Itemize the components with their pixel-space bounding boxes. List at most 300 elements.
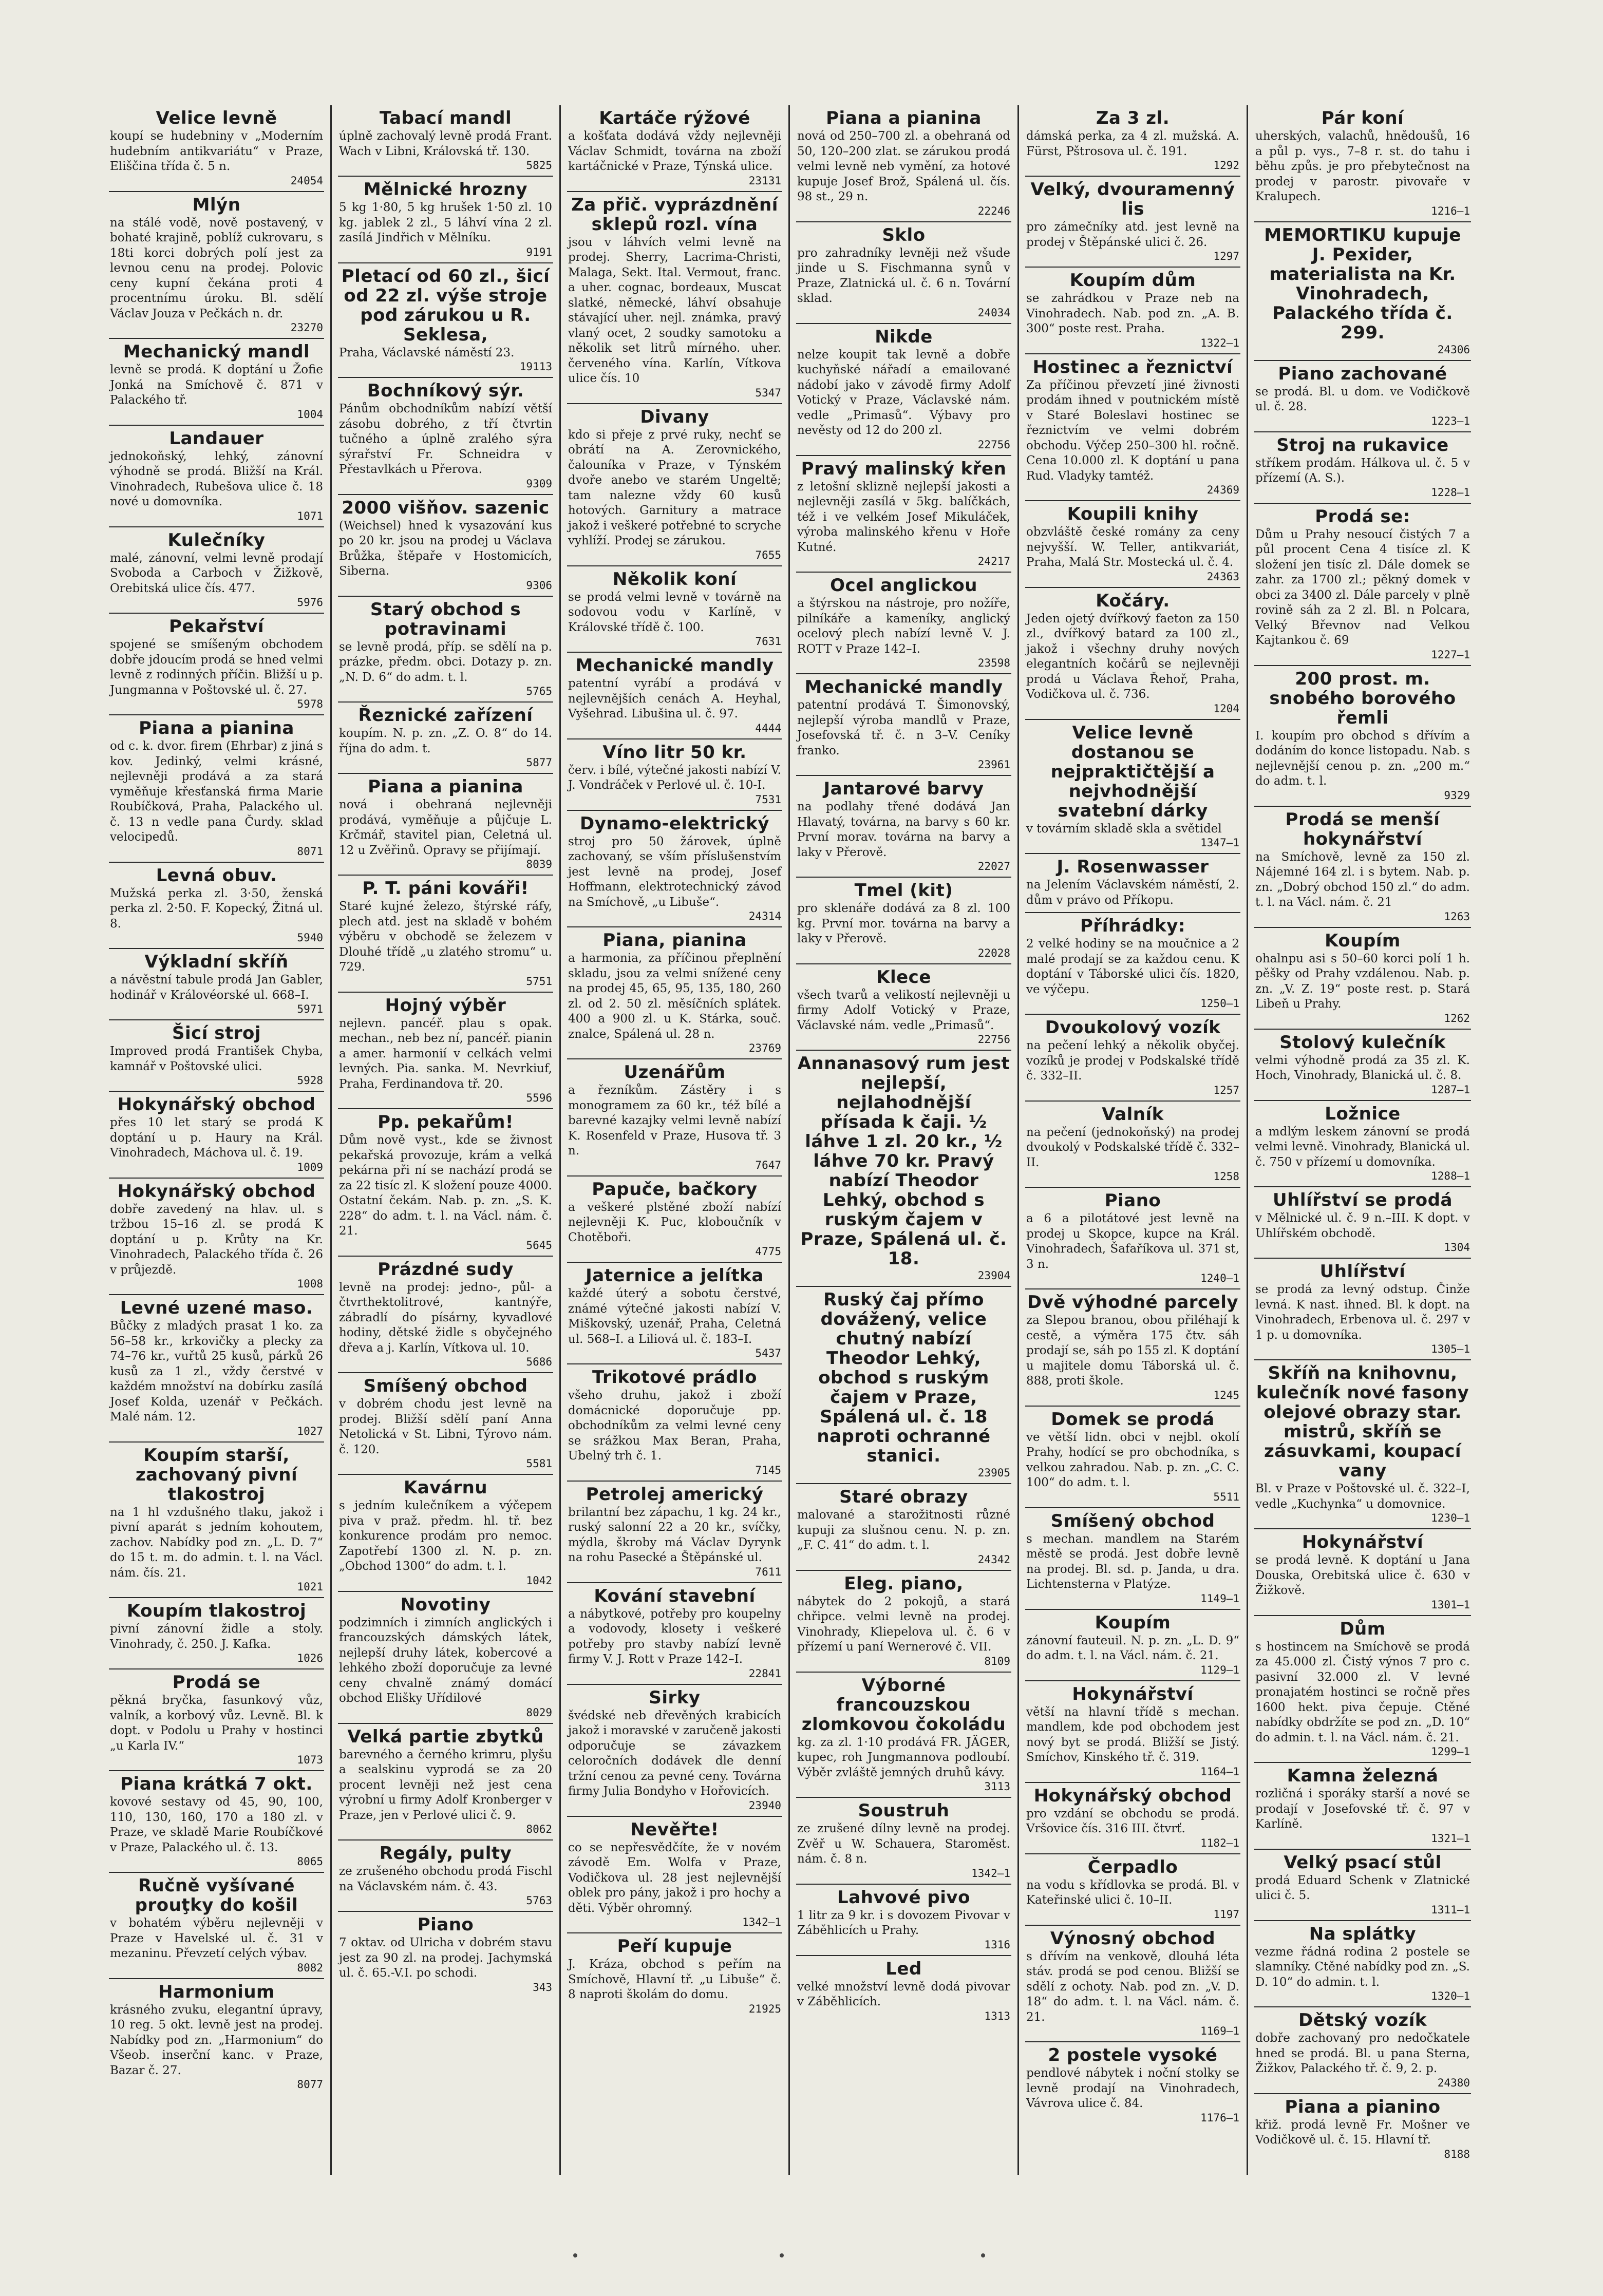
classified-ad (796, 674, 1011, 776)
classified-ad (109, 192, 324, 339)
classified-ad (796, 1885, 1011, 1956)
ad-body: patentní prodává T. Šimonovský, nejlepší výroba mandlů v Praze, Josefovská tř. č. n 3–V. Ceníky franko. (797, 698, 1010, 757)
classified-ad (109, 1598, 324, 1669)
ad-body: 2 velké hodiny se na moučnice a 2 malé prodají se za každou cenu. K doptání v Táborské ulici čís. 1820, ve výčepu. (1026, 937, 1239, 996)
ad-reference-number: 24369 (1206, 484, 1239, 496)
ad-title: Koupím tlakostroj (126, 1601, 307, 1621)
ad-reference-number: 5511 (1213, 1490, 1239, 1503)
classified-ad (109, 715, 324, 863)
page-dot (981, 2253, 985, 2257)
ad-title: Landauer (169, 428, 264, 449)
ad-reference-number: 24314 (748, 910, 781, 922)
ad-reference-number: 8077 (297, 2078, 323, 2091)
ad-body: se prodá. Bl. u dom. ve Vodičkově ul. č. 28. (1255, 385, 1470, 413)
ad-title: Kulečníky (167, 529, 266, 551)
ad-body: a štýrskou na nástroje, pro nožíře, pilníkáře a kameníky, anglický ocelový plech nabízí levně V. J. ROTT v Praze 142–I. (797, 597, 1010, 656)
classified-ad (1254, 1616, 1471, 1763)
ad-title: Sklo (882, 224, 926, 245)
ad-title: Pp. pekařům! (378, 1112, 514, 1132)
ad-title: Čerpadlo (1087, 1856, 1178, 1877)
ad-body: ze zrušené dílny levně na prodej. Zvěř u W. Schauera, Staroměst. nám. č. 8 n. (797, 1822, 1010, 1866)
classified-ad (567, 1685, 782, 1817)
classified-ad (338, 378, 553, 495)
ad-title: Piano (417, 1914, 474, 1935)
ad-reference-number: 9309 (526, 477, 552, 490)
ad-reference-number: 1071 (297, 509, 323, 522)
ad-title: Pár koní (1321, 108, 1404, 128)
ad-title: Dům (1340, 1618, 1386, 1639)
ad-reference-number: 9306 (526, 579, 552, 592)
ad-title: Kočáry. (1096, 590, 1170, 611)
ad-title: Kamna železná (1287, 1766, 1439, 1786)
ad-reference-number: 5877 (526, 756, 552, 769)
ad-reference-number: 1176–1 (1200, 2111, 1239, 2124)
classified-ad (1025, 1508, 1240, 1610)
ad-body: 1 litr za 9 kr. i s dovozem Pivovar v Záběhlicích u Prahy. (797, 1908, 1010, 1937)
classified-ad (338, 774, 553, 876)
ad-title: Uhlířství (1319, 1261, 1406, 1282)
ad-title: Hokynářský obchod (117, 1181, 316, 1202)
ad-title: Prodá se (172, 1672, 261, 1693)
ad-reference-number: 4775 (755, 1245, 781, 1258)
ad-title: Domek se prodá (1051, 1409, 1215, 1430)
ad-reference-number: 24034 (977, 306, 1010, 319)
classified-ad (109, 1179, 324, 1296)
ad-body: levně se prodá. K doptání u Žofie Jonká na Smíchově č. 871 v Palackého tř. (110, 363, 323, 407)
classified-ad (1254, 361, 1471, 432)
ad-title: Výnosný obchod (1050, 1928, 1216, 1949)
ad-body: pro zahradníky levněji než všude jinde u S. Fischmanna synů v Praze, Zlatnická ul. č. 6 n. Tovární sklad. (797, 246, 1010, 305)
ad-reference-number: 1169–1 (1200, 2025, 1239, 2037)
ad-reference-number: 1245 (1213, 1389, 1239, 1401)
ad-reference-number: 1262 (1444, 1012, 1470, 1024)
ad-title: Novotiny (400, 1594, 491, 1615)
ad-title: Peří kupuje (617, 1936, 732, 1957)
ad-body: kg. za zl. 1·10 prodává FR. JÄGER, kupec, roh Jungmannova podloubí. Výběr zvláště jemných druhů kávy. (797, 1735, 1010, 1779)
classified-ad (1025, 1610, 1240, 1681)
ad-body: od c. k. dvor. firem (Ehrbar) z jiná s kov. Jedinký, velmi krásné, nejlevněji prodává a za stará vyměňuje křesťanská firma Marie Roubíčková, Praha, Palackého ul. č. 13 n vedle pana Čurdy. sklad velocipedů. (110, 739, 323, 844)
classified-ad (338, 177, 553, 263)
classified-ad (338, 1109, 553, 1257)
classified-ad (338, 1912, 553, 1998)
ad-body: nejlevn. pancéř. plau s opak. mechan., neb bez ní, pancéř. pianin a amer. harmonií v celkách velmi levných. Pia. sanka. M. Nevrkiuf, Praha, Ferdinandova tř. 20. (339, 1016, 552, 1091)
ad-reference-number: 24217 (977, 555, 1010, 567)
ad-body: stroj pro 50 žárovek, úplně zachovaný, se vším příslušenstvím jest levně na prodej, Josef Hoffmann, elektrotechnický závod na Smíchově, „u Libuše“. (568, 834, 781, 909)
classified-ad (1254, 666, 1471, 807)
classified-ad (796, 1051, 1011, 1287)
ad-body: na Jelením Václavském náměstí, 2. dům v právo od Příkopu. (1026, 878, 1239, 907)
ad-reference-number: 1008 (297, 1278, 323, 1290)
ad-reference-number: 5686 (526, 1356, 552, 1368)
classified-ad (1254, 1921, 1471, 2008)
ad-reference-number: 5763 (526, 1894, 552, 1907)
classified-ad (567, 1482, 782, 1583)
ad-body: 7 oktav. od Ulricha v dobrém stavu jest za 90 zl. na prodej. Jachymská ul. č. 65.-V.I. po schodi. (339, 1936, 552, 1980)
ad-reference-number: 1164–1 (1200, 1765, 1239, 1778)
ad-reference-number: 7145 (755, 1464, 781, 1476)
classified-ad (1025, 1407, 1240, 1508)
classified-ad (796, 324, 1011, 456)
classified-columns (103, 105, 1520, 2175)
classified-ad (338, 1840, 553, 1912)
ad-body: kovové sestavy od 45, 90, 100, 110, 130, 160, 170 a 180 zl. v Praze, ve skladě Marie Roubíčkové v Praze, Palackého ul. č. 13. (110, 1795, 323, 1854)
classified-ad (109, 1771, 324, 1873)
column-2 (332, 105, 561, 2175)
ad-body: každé úterý a sobotu čerstvé, známé výtečné jakosti nabízí V. Miškovský, uzenář, Praha, Celetná ul. 568–I. a Liliová ul. č. 183–I. (568, 1287, 781, 1346)
ad-body: dobře zachovaný pro nedočkatele hned se prodá. Bl. u pana Sterna, Žižkov, Palackého tř. č. 9, 2. p. (1255, 2032, 1470, 2075)
ad-body: úplně zachovalý levně prodá Frant. Wach v Libni, Královská tř. 130. (339, 129, 552, 158)
classified-ad (1025, 105, 1240, 177)
ad-body: v dobrém chodu jest levně na prodej. Bližší sdělí paní Anna Netolická v St. Libni, Týrovo nám. č. 120. (339, 1397, 552, 1456)
ad-title: Mělnické hrozny (363, 179, 528, 200)
ad-body: ze zrušeného obchodu prodá Fischl na Václavském nám. č. 43. (339, 1865, 552, 1893)
ad-title: Na splátky (1309, 1923, 1417, 1944)
ad-reference-number: 24306 (1437, 343, 1470, 356)
classified-ad (1025, 588, 1240, 720)
ad-title: Lahvové pivo (837, 1887, 970, 1908)
ad-title: Několik koní (612, 568, 737, 590)
ad-title: Annanasový rum jest nejlepší, nejlahodnější přísada k čaji. ½ láhve 1 zl. 20 kr., ½ láhve 70 kr. Pravý nabízí Theodor Lehký, obchod s ruským čajem v Praze, Spálená ul. č. 18. (797, 1053, 1010, 1269)
ad-title: Eleg. piano, (844, 1573, 964, 1594)
ad-title: Piano zachované (1278, 363, 1447, 384)
classified-ad (1254, 2094, 1471, 2165)
ad-reference-number: 5978 (297, 698, 323, 710)
ad-title: Tmel (kit) (854, 880, 953, 901)
classified-ad (567, 566, 782, 653)
ad-reference-number: 5940 (297, 932, 323, 944)
ad-title: Led (885, 1958, 922, 1979)
ad-title: Divany (640, 406, 709, 427)
classified-ad (796, 222, 1011, 324)
ad-reference-number: 1230–1 (1431, 1512, 1470, 1524)
ad-title: Soustruh (858, 1800, 950, 1821)
ad-reference-number: 22756 (977, 438, 1010, 451)
classified-ad (1025, 268, 1240, 354)
ad-reference-number: 1292 (1213, 159, 1239, 172)
classified-ad (567, 739, 782, 811)
classified-ad (1025, 1783, 1240, 1854)
ad-reference-number: 23904 (977, 1269, 1010, 1282)
classified-ad (1025, 501, 1240, 588)
classified-ad (1254, 1187, 1471, 1259)
ad-body: velké množství levně dodá pivovar v Záběhlicích. (797, 1980, 1010, 2008)
classified-ad (567, 1364, 782, 1482)
classified-ad (338, 105, 553, 177)
ad-title: Velký, dvouramenný lis (1030, 179, 1235, 219)
classified-ad (109, 1092, 324, 1179)
classified-ad (1025, 1102, 1240, 1188)
ad-reference-number: 23769 (748, 1042, 781, 1054)
classified-ad (1254, 928, 1471, 1030)
ad-title: Hojný výběr (385, 995, 506, 1016)
ad-title: Šicí stroj (172, 1023, 261, 1043)
classified-ad (1254, 432, 1471, 504)
ad-title: Velice levně dostanou se nejpraktičtější a nejvhodnější svatební dárky (1050, 722, 1215, 821)
ad-reference-number: 1288–1 (1431, 1170, 1470, 1182)
classified-ad (338, 1724, 553, 1841)
ad-body: na 1 hl vzdušného tlaku, jakož i pivní aparát s jedním kohoutem, zachov. Nabídky pod zn. „L. D. 7“ do 15 t. m. do admin. t. l. na Václ. nám. čís. 21. (110, 1505, 323, 1580)
ad-reference-number: 5437 (755, 1347, 781, 1359)
ad-body: Za příčinou převzetí jiné živnosti prodám ihned v poutnickém místě v Staré Boleslavi hostinec se řeznictvím ve velmi dobrém obchodu. Výčep 250–300 hl. ročně. Cena 10.000 zl. K doptání u pana Rud. Vladyky tamtéž. (1026, 378, 1239, 483)
ad-reference-number: 23598 (977, 657, 1010, 669)
ad-title: Nikde (875, 326, 933, 347)
column-4 (790, 105, 1019, 2175)
ad-body: nelze koupit tak levně a dobře kuchyňské nářadí a emailované nádobí jako v závodě firmy Adolf Votický v Praze, Václavské nám. vedle „Primasů“. Výbavy pro nevěsty od 12 do 200 zl. (797, 348, 1010, 437)
ad-body: jednokoňský, lehký, zánovní výhodně se prodá. Bližší na Král. Vinohradech, Rubešova ulice č. 18 nové u domovníka. (110, 449, 323, 508)
ad-reference-number: 8188 (1444, 2148, 1470, 2160)
ad-body: pro vzdání se obchodu se prodá. Vršovice čís. 316 III. čtvrť. (1026, 1807, 1239, 1835)
ad-title: Řeznické zařízení (358, 705, 533, 726)
ad-body: barevného a černého krimru, plyšu a sealskinu vyprodá se za 20 procent levněji než jest cena výrobní u firmy Adolf Kronberger v Praze, jen v Perlové ulici č. 9. (339, 1748, 552, 1822)
ad-reference-number: 19113 (519, 360, 552, 373)
ad-title: Ložnice (1325, 1103, 1401, 1124)
ad-body: se prodá levně. K doptání u Jana Douska, Orebitská ulice č. 630 v Žižkově. (1255, 1553, 1470, 1597)
ad-title: Piana a pianina (139, 718, 294, 738)
classified-ad (567, 1059, 782, 1177)
ad-title: Staré obrazy (839, 1487, 968, 1507)
ad-body: malé, zánovní, velmi levně prodají Svoboda a Carboch v Žižkově, Orebitská ulice čís. 477. (110, 551, 323, 595)
classified-ad (338, 1373, 553, 1475)
ad-body: vezme řádná rodina 2 postele se slamníky. Ctěné nabídky pod zn. „S. D. 10“ do admin. t. l. (1255, 1945, 1470, 1989)
ad-body: Dům u Prahy nesoucí čistých 7 a půl procent Cena 4 tisíce zl. K složení jen tisíc zl. Dále domek se zahr. za 1700 zl.; pěkný domek v obci za 3400 zl. Dále parcely v plně rovině sáh za 2 zl. Bl. n Polcara, Velký Břevnov nad Velkou Kajtankou č. 69 (1255, 527, 1470, 647)
ad-title: Prázdné sudy (378, 1259, 514, 1280)
ad-reference-number: 1204 (1213, 702, 1239, 715)
ad-body: Pánům obchodníkům nabízí větší zásobu dobrého, z tří čtvrtin tučného a úplně zralého sýra sýrařství Fr. Schneidra v Přestavlkách u Přerova. (339, 402, 552, 476)
ad-reference-number: 22246 (977, 204, 1010, 217)
ad-reference-number: 3113 (984, 1780, 1010, 1793)
ad-reference-number: 1347–1 (1200, 837, 1239, 849)
classified-ad (1025, 354, 1240, 502)
ad-body: v bohatém výběru nejlevněji v Praze v Havelské ul. č. 31 v mezaninu. Převzetí celých výbav. (110, 1917, 323, 1960)
ad-title: Koupili knihy (1067, 504, 1199, 524)
ad-title: Za 3 zl. (1096, 108, 1170, 128)
ad-body: Mužská perka zl. 3·50, ženská perka zl. 2·50. F. Kopecký, Žitná ul. 8. (110, 886, 323, 931)
ad-reference-number: 1301–1 (1431, 1598, 1470, 1611)
ad-title: Výborné francouzskou zlomkovou čokoládu (801, 1675, 1006, 1735)
classified-ad (1025, 1854, 1240, 1926)
ad-title: Jaternice a jelítka (586, 1265, 764, 1286)
ad-body: stříkem prodám. Hálkova ul. č. 5 v přízemí (A. S.). (1255, 456, 1470, 485)
ad-title: Kování stavební (594, 1585, 756, 1606)
ad-title: Prodá se menší hokynářství (1285, 809, 1440, 849)
ad-reference-number: 1042 (526, 1574, 552, 1587)
ad-reference-number: 7647 (755, 1159, 781, 1171)
ad-title: Ocel anglickou (830, 575, 977, 596)
ad-reference-number: 1321–1 (1431, 1832, 1470, 1845)
ad-reference-number: 1227–1 (1431, 648, 1470, 661)
ad-body: levně na prodej: jedno-, půl- a čtvrthektolitrové, kantnýře, zábradlí do písárny, kyvadlové hodiny, dětské židle s obyčejného dřeva a j. Karlín, Vítkova ul. 10. (339, 1280, 552, 1355)
classified-ad (1025, 1015, 1240, 1102)
ad-body: Bůčky z mladých prasat 1 ko. za 56–58 kr., krkovičky a plecky za 74–76 kr., vuřtů 25 kusů, párků 26 kusů za 1 zl., vždy čerstvé v každém množství na dobírku zasílá Josef Kolda, uzenář v Pečkách. Malé nám. 12. (110, 1319, 323, 1424)
classified-ad (109, 949, 324, 1020)
ad-body: a košťata dodává vždy nejlevněji Václav Schmidt, továrna na zboží kartáčnické v Praze, Týnská ulice. (568, 129, 781, 173)
ad-reference-number: 1320–1 (1431, 1990, 1470, 2002)
ad-body: malované a starožitnosti různé kupuji za slušnou cenu. N. p. zn. „F. C. 41“ do adm. t. l. (797, 1508, 1010, 1552)
ad-reference-number: 1197 (1213, 1908, 1239, 1921)
ad-reference-number: 22028 (977, 946, 1010, 959)
ad-body: s mechan. mandlem na Starém městě se prodá. Jest dobře levně na prodej. Bl. sd. p. Janda, u dra. Lichtensterna v Platýze. (1026, 1532, 1239, 1591)
ad-reference-number: 5751 (526, 975, 552, 988)
classified-ad (338, 263, 553, 378)
ad-title: Koupím (1325, 930, 1401, 951)
classified-ad (1254, 807, 1471, 928)
ad-reference-number: 9329 (1444, 789, 1470, 802)
ad-reference-number: 23940 (748, 1799, 781, 1812)
ad-title: Levné uzené maso. (120, 1298, 313, 1318)
ad-title: Nevěřte! (630, 1819, 719, 1840)
classified-ad (796, 878, 1011, 964)
ad-body: na podlahy třené dodává Jan Hlavatý, továrna, na barvy s 60 kr. První morav. továrna na barvy a laky v Přerově. (797, 800, 1010, 859)
ad-reference-number: 7531 (755, 793, 781, 806)
classified-ad (1025, 1681, 1240, 1783)
classified-ad (567, 653, 782, 739)
ad-reference-number: 22841 (748, 1667, 781, 1680)
ad-body: větší na hlavní třídě s mechan. mandlem, kde pod obchodem jest nový byt se prodá. Bližší se Jistý. Smíchov, Kinského tř. č. 319. (1026, 1705, 1239, 1764)
ad-reference-number: 24342 (977, 1553, 1010, 1566)
ad-body: ohalnpu asi s 50–60 korci polí 1 h. pěšky od Prahy vzdálenou. Nab. p. zn. „V. Z. 19“ poste rest. p. Stará Libeň u Prahy. (1255, 952, 1470, 1011)
classified-ad (1025, 1289, 1240, 1407)
classified-ad (109, 863, 324, 950)
ad-title: Smíšený obchod (363, 1376, 528, 1396)
ad-reference-number: 24363 (1206, 570, 1239, 583)
ad-reference-number: 1263 (1444, 910, 1470, 923)
ad-reference-number: 1129–1 (1200, 1663, 1239, 1676)
ad-body: nábytek do 2 pokojů, a stará chřipce. velmi levně na prodej. Vinohrady, Kliepelova ul. č. 6 v přízemí u paní Wernerové č. VII. (797, 1595, 1010, 1654)
ad-body: na vodu s křídlovka se prodá. Bl. v Kateřinské ulici č. 10–II. (1026, 1878, 1239, 1907)
ad-title: Klece (876, 966, 931, 988)
ad-title: Skříň na knihovnu, kulečník nové fasony olejové obrazy star. mistrů, skříň se zásuvkami, koupací vany (1256, 1363, 1469, 1481)
ad-title: Hokynářský obchod (1033, 1785, 1232, 1806)
ad-title: Dětský vozík (1298, 2010, 1427, 2031)
ad-reference-number: 1258 (1213, 1170, 1239, 1183)
ad-title: Piana a pianino (1285, 2096, 1441, 2117)
ad-body: červ. i bílé, výtečné jakosti nabízí V. J. Vondráček v Perlové ul. č. 10-I. (568, 763, 781, 792)
ad-body: na stálé vodě, nově postavený, v bohaté krajině, poblíž cukrovaru, s 18ti korci dobrých polí jest za levnou cenu na prodej. Polovic ceny kupní čekána proti 4 procentnímu úroku. Bl. sdělí Václav Jouza v Pečkách n. dr. (110, 216, 323, 320)
ad-body: pro sklenáře dodává za 8 zl. 100 kg. První mor. továrna na barvy a laky v Přerově. (797, 902, 1010, 945)
ad-body: zánovní fauteuil. N. p. zn. „L. D. 9“ do adm. t. l. na Václ. nám. č. 21. (1026, 1634, 1239, 1662)
ad-reference-number: 1073 (297, 1754, 323, 1766)
ad-reference-number: 5971 (297, 1003, 323, 1015)
classified-ad (1254, 1529, 1471, 1616)
ad-title: Kartáče rýžové (599, 108, 750, 128)
page-dot (780, 2253, 784, 2257)
ad-body: se zahrádkou v Praze neb na Vinohradech. Nab. pod zn. „A. B. 300“ poste rest. Praha. (1026, 292, 1239, 335)
ad-title: Regály, pulty (379, 1843, 512, 1864)
ad-title: 200 prost. m. snobého borového řemli (1269, 668, 1456, 728)
classified-ad (567, 1263, 782, 1364)
ad-title: Mlýn (192, 194, 241, 215)
ad-reference-number: 7655 (755, 548, 781, 561)
ad-body: v továrním skladě skla a světidel (1026, 822, 1222, 836)
ad-title: Výkladní skříň (144, 952, 289, 972)
ad-title: Papuče, bačkory (592, 1179, 758, 1200)
ad-reference-number: 8082 (297, 1961, 323, 1974)
classified-ad (338, 993, 553, 1110)
classified-ad (338, 876, 553, 993)
ad-title: Pekařství (168, 616, 265, 637)
ad-title: Mechanický mandl (123, 341, 310, 362)
ad-reference-number: 22027 (977, 860, 1010, 872)
classified-ad (567, 1177, 782, 1263)
ad-title: J. Rosenwasser (1057, 857, 1209, 877)
ad-body: dobře zavedený na hlav. ul. s tržbou 15–16 zl. se prodá K doptání u p. Krůty na Kr. Vinohradech, Palackého třída č. 26 v průjezdě. (110, 1202, 323, 1277)
classified-ad (796, 105, 1011, 222)
ad-body: s hostincem na Smíchově se prodá za 45.000 zl. Čistý výnos 7 pro c. pasivní 32.000 zl. V levné pronajatém hostinci se ročně přes 1600 hekt. piva čepuje. Ctěné nabídky obdržíte se pod zn. „D. 10“ do admin. t. l. na Václ. nám. č. 21. (1255, 1640, 1470, 1744)
classified-ad (567, 811, 782, 928)
ad-body: prodá Eduard Schenk v Zlatnické ulici č. 5. (1255, 1873, 1470, 1902)
classified-ad (1025, 720, 1240, 855)
classified-ad (109, 1295, 324, 1443)
ad-title: 2 postele vysoké (1048, 2045, 1218, 2065)
ad-reference-number: 8039 (526, 858, 552, 870)
classified-ad (109, 1669, 324, 1771)
ad-reference-number: 343 (533, 1981, 552, 1994)
column-3 (561, 105, 790, 2175)
ad-title: Stolový kulečník (1279, 1032, 1446, 1053)
ad-reference-number: 5928 (297, 1074, 323, 1087)
ad-title: Koupím (1095, 1612, 1171, 1633)
ad-body: (Weichsel) hned k vysazování kus po 20 kr. jsou na prodej u Václava Brůžka, štěpaře v Hostomicích, Siberna. (339, 519, 552, 578)
ad-title: Piana krátká 7 okt. (120, 1774, 313, 1794)
ad-title: Mechanické mandly (804, 677, 1003, 697)
classified-ad (1254, 222, 1471, 361)
ad-body: obzvláště české romány za ceny nejvyšší. W. Teller, antikvariát, Praha, Malá Str. Mostecká ul. č. 4. (1026, 525, 1239, 569)
ad-title: Velká partie zbytků (347, 1726, 544, 1747)
ad-body: se prodá za levný odstup. Činže levná. K nast. ihned. Bl. k dopt. na Vinohradech, Erbenova ul. č. 297 v 1 p. u domovníka. (1255, 1283, 1470, 1342)
ad-title: Dynamo-elektrický (580, 813, 769, 834)
ad-body: švédské neb dřevěných krabicích jakož i moravské v zaručeně jakosti odporučuje se závazkem celoročních dodávek dle denní tržní cenou za pevné ceny. Továrna firmy Julia Bondyho v Hořovicích. (568, 1709, 781, 1798)
ad-reference-number: 24380 (1437, 2076, 1470, 2089)
ad-reference-number: 8071 (297, 845, 323, 858)
ad-body: J. Kráza, obchod s peřím na Smíchově, Hlavní tř. „u Libuše“ č. 8 naproti školám do domu. (568, 1958, 781, 2001)
ad-title: Jantarové barvy (823, 779, 984, 799)
ad-title: Dvě výhodné parcely (1027, 1292, 1239, 1313)
ad-body: se levně prodá, příp. se sdělí na p. prázke, předm. obci. Dotazy p. zn. „N. D. 6“ do adm. t. l. (339, 640, 552, 684)
ad-reference-number: 23270 (290, 321, 323, 334)
ad-title: P. T. páni kováři! (362, 878, 529, 899)
ad-body: pendlové nábytek i noční stolky se levně prodají na Vinohradech, Vávrova ulice č. 84. (1026, 2066, 1239, 2110)
ad-reference-number: 1257 (1213, 1084, 1239, 1096)
classified-ad (796, 776, 1011, 878)
ad-body: Staré kujné železo, štýrské ráfy, plech atd. jest na skladě v bohém výběru v obchodě se železem v Dlouhé třídě „u zlatého stromu“ u. 729. (339, 900, 552, 974)
ad-title: Bochníkový sýr. (367, 381, 524, 401)
ad-body: a řezníkům. Zástěry i s monogramem za 60 kr., též bílé a barevné kazajky velmi levně nabízí K. Rosenfeld v Praze, Husova tř. 3 n. (568, 1084, 781, 1158)
ad-body: pro zámečníky atd. jest levně na prodej v Štěpánské ulici č. 26. (1026, 220, 1239, 249)
ad-reference-number: 1297 (1213, 250, 1239, 262)
ad-reference-number: 1304 (1444, 1241, 1470, 1254)
ad-reference-number: 1250–1 (1200, 997, 1239, 1010)
classified-ad (109, 527, 324, 614)
ad-body: na pečení (jednokoňský) na prodej dvoukolý v Podskalské třídě č. 332–II. (1026, 1125, 1239, 1169)
ad-title: Uzenářům (624, 1062, 726, 1083)
classified-ad (567, 1933, 782, 2019)
ad-reference-number: 1004 (297, 408, 323, 421)
ad-title: Harmonium (158, 1981, 275, 2002)
ad-title: Starý obchod s potravinami (370, 599, 521, 639)
ad-title: Valník (1102, 1104, 1164, 1125)
ad-reference-number: 8109 (984, 1655, 1010, 1667)
classified-ad (338, 703, 553, 774)
ad-reference-number: 5645 (526, 1239, 552, 1251)
ad-reference-number: 5765 (526, 685, 552, 697)
ad-reference-number: 1322–1 (1200, 336, 1239, 349)
classified-ad (1254, 1259, 1471, 1360)
ad-title: Uhlířství se prodá (1273, 1190, 1453, 1210)
classified-ad (567, 105, 782, 192)
classified-ad (1254, 1763, 1471, 1850)
ad-body: křiž. prodá levně Fr. Mošner ve Vodičkově ul. č. 15. Hlavní tř. (1255, 2118, 1470, 2147)
classified-ad (109, 1873, 324, 1979)
